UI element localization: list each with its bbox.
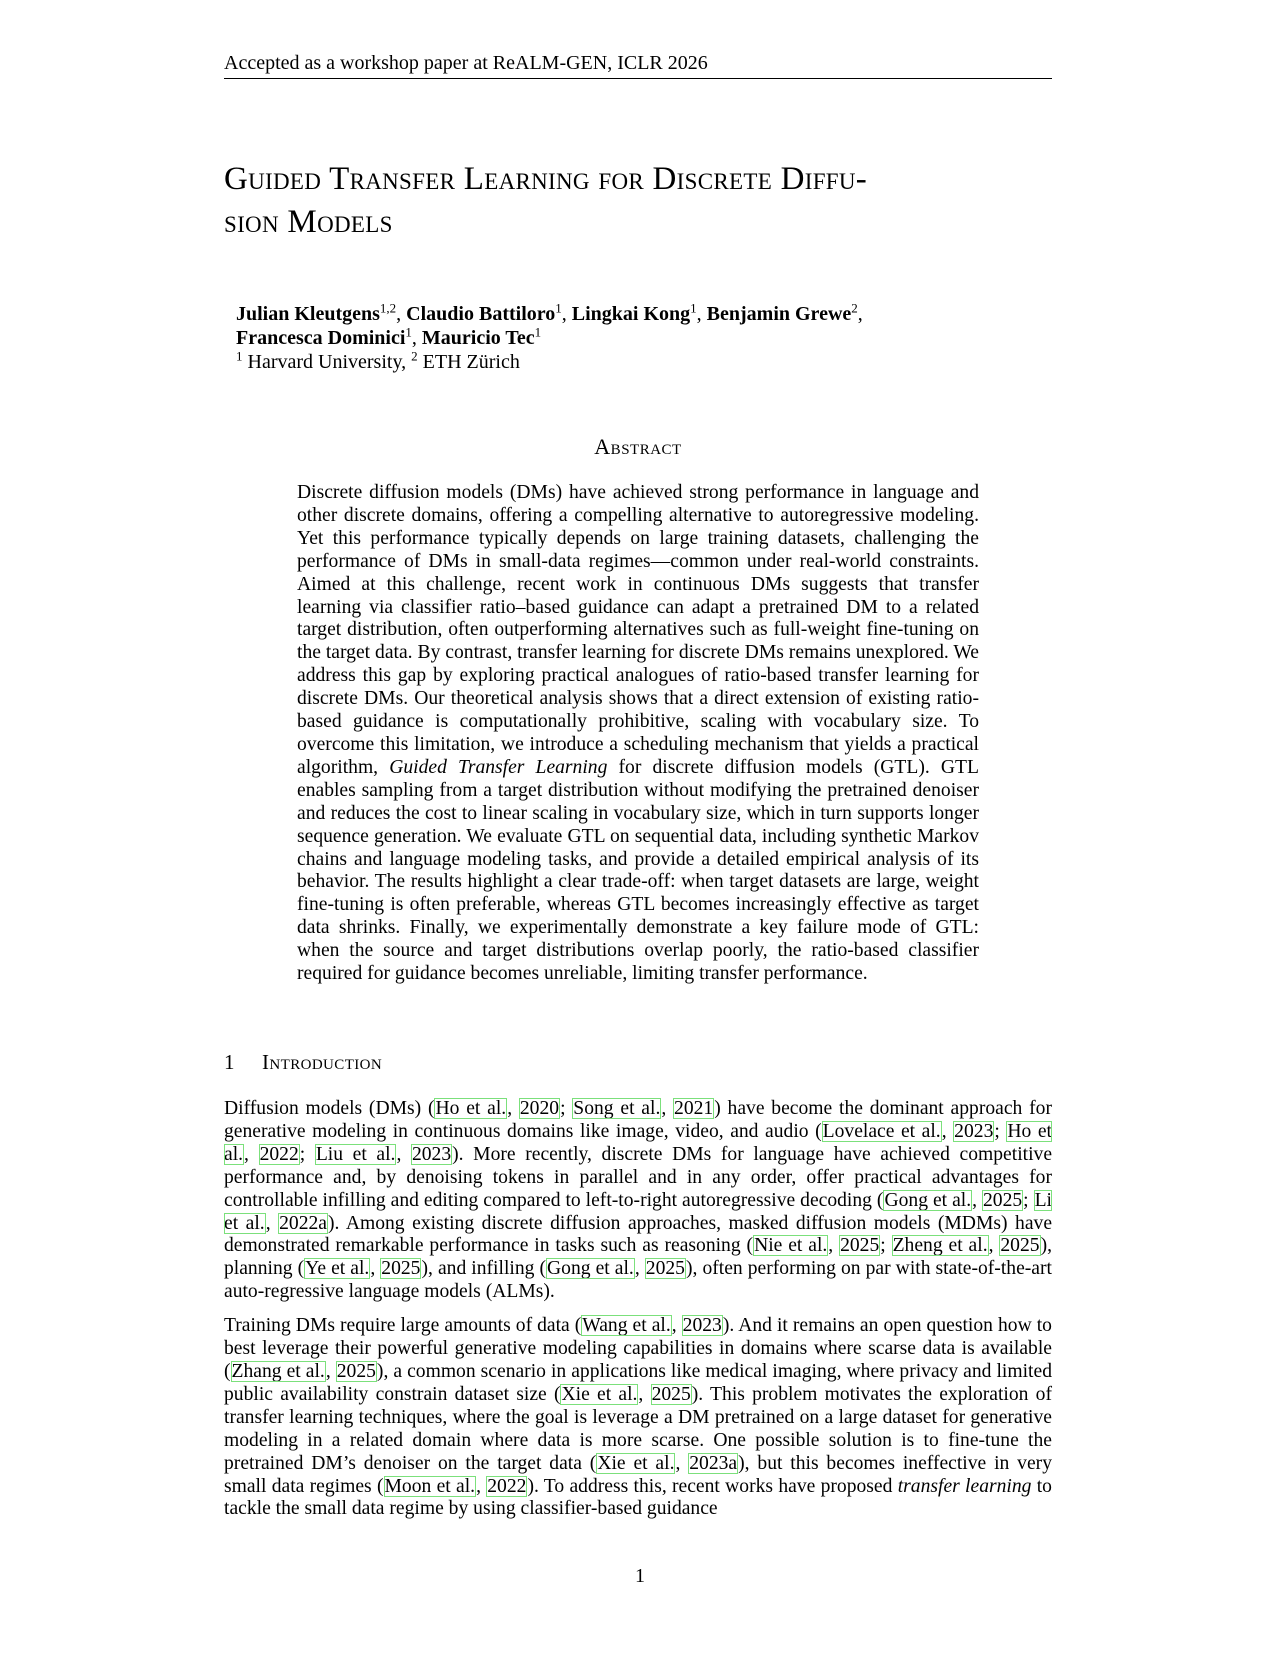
affil-mark: 1: [236, 348, 243, 364]
author-name: Francesca Dominici: [236, 327, 406, 349]
title-line-1: Guided Transfer Learning for Discrete Diffu-: [224, 161, 868, 197]
title-line-2: sion Models: [224, 204, 393, 240]
citation-link[interactable]: Ye et al.: [305, 1258, 370, 1280]
abstract-part-2: for discrete diffusion models (GTL). GTL enables sampling from a target distribution without modifying the pretrained denoiser and reduces the cost to linear scaling in vocabulary size, which in turn supports longer sequence generation. We evaluate GTL on sequential data, including synthetic Markov chains and language modeling tasks, and provide a detailed empirical analysis of its behavior. The results highlight a clear trade-off: when target datasets are large, weight fine-tuning is often preferable, whereas GTL becomes increasingly effective as target data shrinks. Finally, we experimentally demonstrate a key failure mode of GTL: when the source and target distributions overlap poorly, the ratio-based classifier required for guidance becomes unreliable, limiting transfer performance.: [297, 756, 979, 985]
page-number: 1: [635, 1565, 645, 1587]
affil-name: Harvard University: [242, 351, 402, 373]
author-block: [236, 302, 1056, 374]
author-name: Julian Kleutgens: [236, 303, 380, 325]
section-title: Introduction: [262, 1050, 383, 1074]
body-paragraph: Diffusion models (DMs) (Ho et al., 2020; Song et al., 2021) have become the dominant approach for generative modeling in continuous domains like image, video, and audio (Lovelace et al., 2023; Ho et al., 2022; Liu et al., 2023). More recently, discrete DMs for language have achieved competitive performance and, by denoising tokens in parallel and in any order, offer practical advantages for controllable infilling and editing compared to left-to-right autoregressive decoding (Gong et al., 2025; Li et al., 2022a). Among existing discrete diffusion approaches, masked diffusion models (MDMs) have demonstrated remarkable performance in tasks such as reasoning (Nie et al., 2025; Zheng et al., 2025), planning (Ye et al., 2025), and infilling (Gong et al., 2025), often performing on par with state-of-the-art auto-regressive language models (ALMs).: [224, 1098, 1053, 1303]
abstract-italic: Guided Transfer Learning: [389, 756, 608, 778]
citation-link[interactable]: 2025: [336, 1360, 376, 1382]
citation-link[interactable]: 2023: [411, 1143, 452, 1165]
citation-link[interactable]: 2020: [519, 1098, 560, 1119]
citation-link[interactable]: Lovelace et al.: [822, 1120, 941, 1142]
author-affil-mark: 2: [851, 300, 858, 316]
author-name: Claudio Battiloro: [406, 303, 556, 325]
author-affil-mark: 1: [555, 300, 562, 316]
affil-name: ETH Zürich: [417, 351, 520, 373]
citation-link[interactable]: 2022a: [279, 1212, 327, 1234]
citation-link[interactable]: Ho et al.: [435, 1098, 507, 1119]
author-affil-mark: 1: [690, 300, 697, 316]
citation-link[interactable]: Gong et al.: [884, 1189, 972, 1211]
citation-link[interactable]: Nie et al.: [754, 1235, 828, 1257]
citation-link[interactable]: 2025: [645, 1258, 685, 1280]
citation-link[interactable]: 2021: [674, 1098, 714, 1119]
abstract-heading: Abstract: [594, 434, 682, 459]
citation-link[interactable]: Gong et al.: [547, 1258, 634, 1280]
citation-link[interactable]: 2025: [1000, 1235, 1040, 1257]
citation-link[interactable]: Wang et al.: [582, 1315, 671, 1337]
abstract-part-1: Discrete diffusion models (DMs) have achieved strong performance in language and other discrete domains, offering a compelling alternative to autoregressive modeling. Yet this performance typically depends on large training datasets, challenging the performance of DMs in small-data regimes—common under real-world constraints. Aimed at this challenge, recent work in continuous DMs suggests that transfer learning via classifier ratio–based guidance can adapt a pretrained DM to a related target distribution, often outperforming alternatives such as full-weight fine-tuning on the target data. By contrast, transfer learning for discrete DMs remains unexplored. We address this gap by exploring practical analogues of ratio-based transfer learning for discrete DMs. Our theoretical analysis shows that a direct extension of existing ratio-based guidance is computationally prohibitive, scaling with vocabulary size. To overcome this limitation, we introduce a scheduling mechanism that yields a practical algorithm,: [297, 482, 979, 778]
citation-link[interactable]: Xie et al.: [561, 1383, 638, 1405]
affiliations: $^1$ Harvard University, $^2$ ETH Zürich: [236, 348, 520, 373]
body-paragraph: Training DMs require large amounts of data (Wang et al., 2023). And it remains an open question how to best leverage their powerful generative modeling capabilities in domains where scarse data is available (Zhang et al., 2025), a common scenario in applications like medical imaging, where privacy and limited public availability constrain dataset size (Xie et al., 2025). This problem motivates the exploration of transfer learning techniques, where the goal is leverage a DM pretrained on a large dataset for generative modeling in a related domain where data is more scarse. One possible solution is to fine-tune the pretrained DM’s denoiser on the target data (Xie et al., 2023a), but this becomes ineffective in very small data regimes (Moon et al., 2022). To address this, recent works have proposed transfer learning to tackle the small data regime by using classifier-based guidance: [224, 1315, 1052, 1520]
running-header: Accepted as a workshop paper at ReALM-GEN, ICLR 2026: [224, 50, 1052, 79]
author-name: Mauricio Tec: [421, 327, 535, 349]
emphasis: transfer learning: [897, 1475, 1032, 1497]
author-affil-mark: 1,2: [379, 300, 397, 316]
author-name: Benjamin Grewe: [706, 303, 852, 325]
citation-link[interactable]: 2022: [487, 1475, 527, 1497]
citation-link[interactable]: Xie et al.: [597, 1452, 675, 1474]
paper-title: [224, 158, 1064, 244]
citation-link[interactable]: 2022: [259, 1143, 299, 1165]
citation-link[interactable]: Song et al.: [573, 1098, 661, 1119]
citation-link[interactable]: Moon et al.: [384, 1475, 476, 1497]
citation-link[interactable]: 2025: [840, 1235, 880, 1257]
citation-link[interactable]: 2025: [651, 1383, 691, 1405]
affil-mark: 2: [411, 348, 418, 364]
author-line-1: Julian Kleutgens$^{1,2}$, Claudio Battiloro$^1$, Lingkai Kong$^1$, Benjamin Grewe$^2$,: [236, 300, 863, 325]
author-line-2: Francesca Dominici$^1$, Mauricio Tec$^1$: [236, 324, 542, 349]
introduction-body: [224, 1098, 1052, 1532]
abstract-text: [297, 482, 979, 986]
author-name: Lingkai Kong: [571, 303, 691, 325]
section-heading: [224, 1050, 1052, 1075]
citation-link[interactable]: 2023: [954, 1120, 994, 1142]
citation-link[interactable]: Liu et al.: [315, 1143, 396, 1165]
citation-link[interactable]: Ho et al.: [224, 1120, 1052, 1165]
citation-link[interactable]: Zhang et al.: [231, 1360, 325, 1382]
citation-link[interactable]: Zheng et al.: [892, 1235, 988, 1257]
citation-link[interactable]: Li et al.: [224, 1189, 1052, 1234]
citation-link[interactable]: 2023: [682, 1315, 722, 1337]
author-affil-mark: 1: [534, 324, 542, 340]
author-affil-mark: 1: [405, 324, 412, 340]
citation-link[interactable]: 2023a: [689, 1452, 738, 1474]
citation-link[interactable]: 2025: [381, 1258, 421, 1280]
section-number: 1: [224, 1050, 235, 1074]
citation-link[interactable]: 2025: [982, 1189, 1023, 1211]
